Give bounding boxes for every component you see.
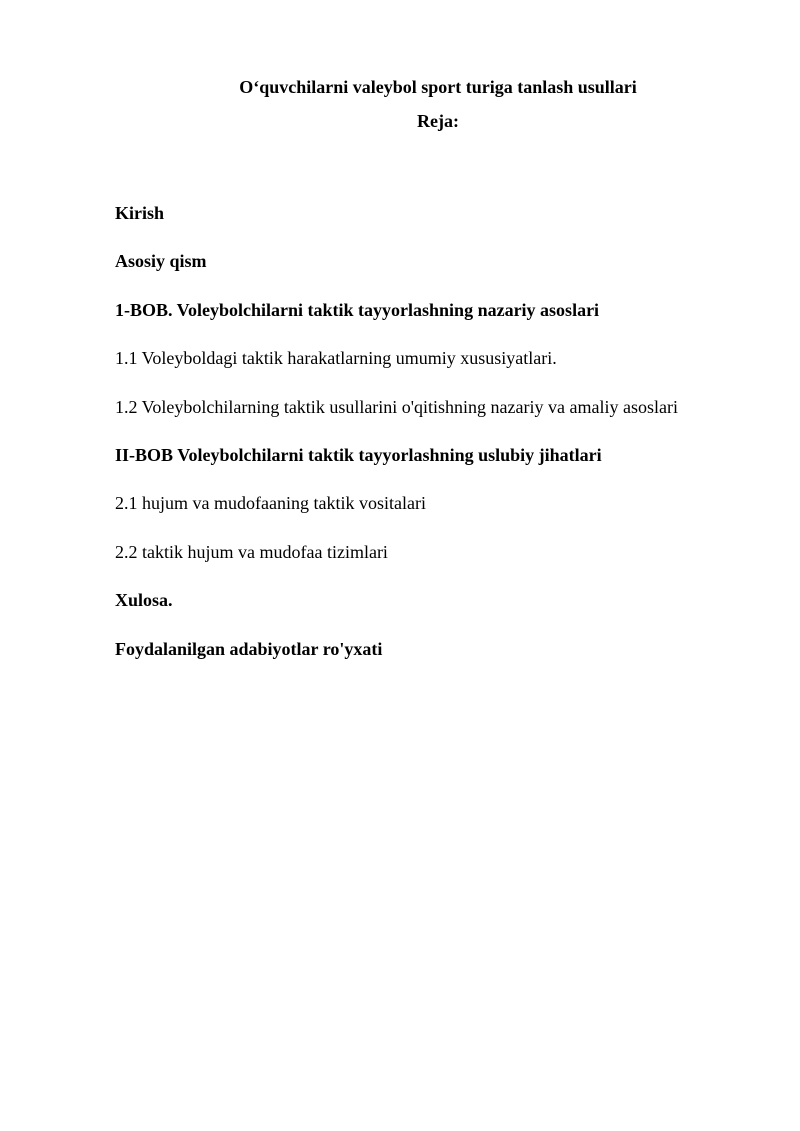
toc-item-kirish: Kirish [115,203,165,223]
toc-item-section-2-1: 2.1 hujum va mudofaaning taktik vositalari [115,493,426,514]
document-subtitle: Reja: [417,111,459,131]
toc-item-chapter-1: 1-BOB. Voleybolchilarni taktik tayyorlashning nazariy asoslari [115,299,600,320]
toc-item-asosiy-qism: Asosiy qism [115,251,207,272]
toc-item-chapter-2: II-BOB Voleybolchilarni taktik tayyorlashning uslubiy jihatlari [115,444,602,465]
toc-item-references: Foydalanilgan adabiyotlar ro'yxati [115,638,383,659]
table-of-contents [115,202,775,686]
toc-item-section-1-1: 1.1 Voleyboldagi taktik harakatlarning umumiy xususiyatlari. [115,348,557,369]
document-title: O‘quvchilarni valeybol sport turiga tanlash usullari [239,77,637,97]
toc-item-xulosa: Xulosa. [115,590,173,611]
toc-item-section-2-2: 2.2 taktik hujum va mudofaa tizimlari [115,541,388,562]
toc-item-section-1-2: 1.2 Voleybolchilarning taktik usullarini o'qitishning nazariy va amaliy asoslari [115,396,678,417]
